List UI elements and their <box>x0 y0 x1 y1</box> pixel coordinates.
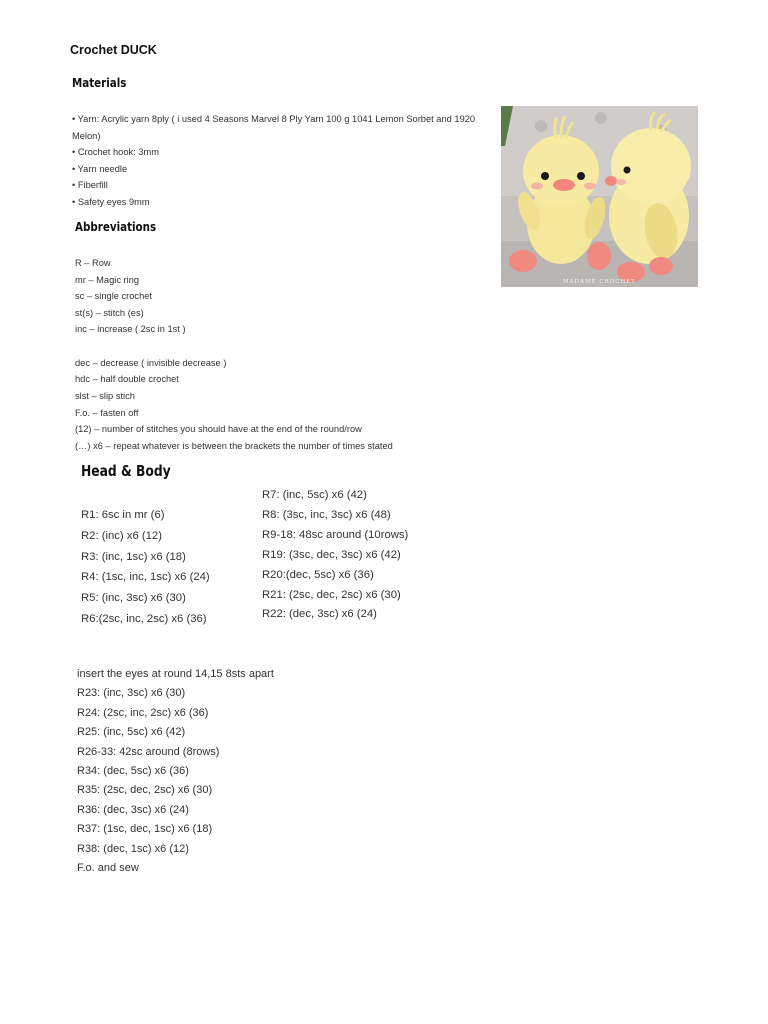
instruction-item: R36: (dec, 3sc) x6 (24) <box>77 803 189 816</box>
duck-photo <box>501 106 698 287</box>
abbreviation-item: sc – single crochet <box>75 291 152 302</box>
materials-item: • Safety eyes 9mm <box>72 196 150 207</box>
materials-heading: Materials <box>72 76 127 90</box>
materials-item: • Crochet hook: 3mm <box>72 147 159 158</box>
abbreviation-item: (…) x6 – repeat whatever is between the brackets the number of times stated <box>75 440 393 451</box>
head-body-heading: Head & Body <box>81 462 171 480</box>
instruction-item: R25: (inc, 5sc) x6 (42) <box>77 726 186 739</box>
round-item: R2: (inc) x6 (12) <box>81 529 162 542</box>
round-item: R6:(2sc, inc, 2sc) x6 (36) <box>81 612 207 625</box>
rounds-right-column <box>262 486 408 625</box>
round-item: R9-18: 48sc around (10rows) <box>262 528 409 541</box>
instruction-item: R24: (2sc, inc, 2sc) x6 (36) <box>77 706 209 719</box>
crochet-ducks-illustration <box>501 106 698 287</box>
materials-list <box>72 111 480 211</box>
instruction-item: insert the eyes at round 14,15 8sts apart <box>77 668 274 680</box>
instruction-item: R37: (1sc, dec, 1sc) x6 (18) <box>77 823 213 836</box>
round-item: R20:(dec, 5sc) x6 (36) <box>262 568 374 581</box>
instruction-item: R23: (inc, 3sc) x6 (30) <box>77 687 186 700</box>
abbreviations-list <box>75 255 495 454</box>
round-item: R19: (3sc, dec, 3sc) x6 (42) <box>262 548 401 561</box>
materials-item: • Yarn: Acrylic yarn 8ply ( i used 4 Seasons Marvel 8 Ply Yarn 100 g 1041 Lemon Sorbet and 1920 Melon) <box>72 114 476 141</box>
rounds-left-column <box>81 505 210 630</box>
list-spacer <box>75 338 495 355</box>
materials-item: • Yarn needle <box>72 163 128 174</box>
instructions-list <box>77 665 274 878</box>
round-item: R5: (inc, 3sc) x6 (30) <box>81 592 186 605</box>
abbreviation-item: mr – Magic ring <box>75 274 140 285</box>
abbreviation-item: F.o. – fasten off <box>75 407 139 418</box>
abbreviation-item: slst – slip stich <box>75 390 135 401</box>
instruction-item: R38: (dec, 1sc) x6 (12) <box>77 842 189 855</box>
photo-watermark: MADAME CROCHET <box>563 279 636 285</box>
round-item: R1: 6sc in mr (6) <box>81 509 165 521</box>
abbreviation-item: hdc – half double crochet <box>75 374 179 385</box>
abbreviation-item: inc – increase ( 2sc in 1st ) <box>75 324 186 335</box>
instruction-item: R26-33: 42sc around (8rows) <box>77 745 220 758</box>
round-item: R3: (inc, 1sc) x6 (18) <box>81 550 186 563</box>
materials-item: • Fiberfill <box>72 180 108 191</box>
abbreviation-item: st(s) – stitch (es) <box>75 307 144 318</box>
round-item: R8: (3sc, inc, 3sc) x6 (48) <box>262 508 391 521</box>
round-item: R7: (inc, 5sc) x6 (42) <box>262 489 367 501</box>
abbreviation-item: R – Row <box>75 258 111 268</box>
round-item: R21: (2sc, dec, 2sc) x6 (30) <box>262 588 401 601</box>
document-title: Crochet DUCK <box>70 43 157 57</box>
abbreviation-item: dec – decrease ( invisible decrease ) <box>75 357 227 368</box>
instruction-item: R35: (2sc, dec, 2sc) x6 (30) <box>77 784 213 797</box>
instruction-item: F.o. and sew <box>77 862 139 875</box>
instruction-item: R34: (dec, 5sc) x6 (36) <box>77 765 189 778</box>
abbreviation-item: (12) – number of stitches you should have at the end of the round/row <box>75 424 362 435</box>
abbreviations-heading: Abbreviations <box>75 220 157 234</box>
round-item: R4: (1sc, inc, 1sc) x6 (24) <box>81 571 210 584</box>
round-item: R22: (dec, 3sc) x6 (24) <box>262 608 377 621</box>
